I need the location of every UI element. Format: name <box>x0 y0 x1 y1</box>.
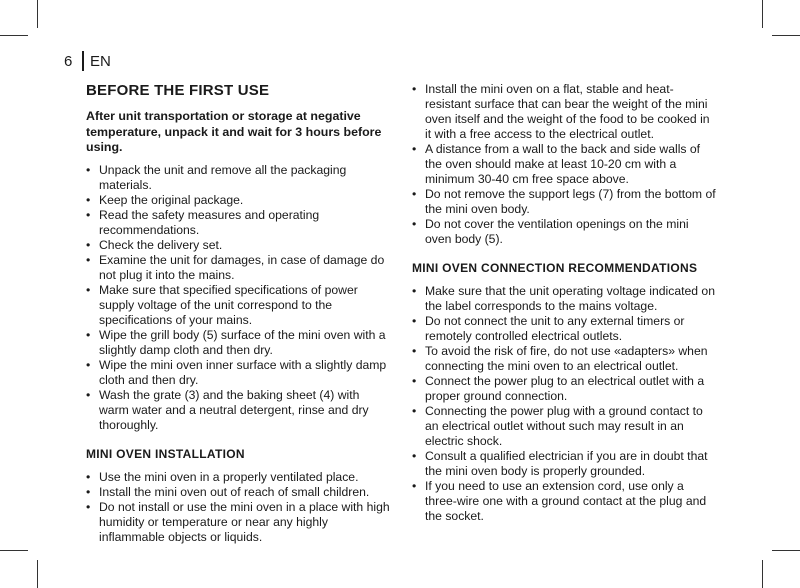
list-item: • Do not remove the support legs (7) from the bottom of the mini oven body. <box>412 187 716 217</box>
list-item: • Read the safety measures and operating recommendations. <box>86 208 390 238</box>
list-item: • Do not install or use the mini oven in a place with high humidity or temperature or near any highly inflammable objects or liquids. <box>86 500 390 545</box>
list-item: • Do not connect the unit to any external timers or remotely controlled electrical outlets. <box>412 314 716 344</box>
list-item: • Make sure that specified specifications of power supply voltage of the unit correspond to the specifications of your mains. <box>86 283 390 328</box>
list-item: • Consult a qualified electrician if you are in doubt that the mini oven body is properly grounded. <box>412 449 716 479</box>
crop-mark-left-bottom <box>0 550 28 551</box>
list-item: • Install the mini oven on a flat, stable and heat-resistant surface that can bear the weight of the mini oven itself and the weight of the food to be cooked in it with a free access to the electrical outlet. <box>412 82 716 142</box>
crop-mark-right-top <box>772 35 800 36</box>
crop-mark-bottom-right <box>762 560 763 588</box>
right-column <box>412 82 716 524</box>
list-item: • Unpack the unit and remove all the packaging materials. <box>86 163 390 193</box>
installation-list <box>86 470 390 545</box>
crop-mark-top-left <box>37 0 38 28</box>
connection-list <box>412 284 716 524</box>
list-item: • Wipe the grill body (5) surface of the mini oven with a slightly damp cloth and then dry. <box>86 328 390 358</box>
list-item: • Install the mini oven out of reach of small children. <box>86 485 390 500</box>
section-title-first-use: BEFORE THE FIRST USE <box>86 82 270 99</box>
section-title-installation: MINI OVEN INSTALLATION <box>86 446 245 461</box>
language-label: EN <box>90 52 111 70</box>
list-item: • Check the delivery set. <box>86 238 390 253</box>
list-item: • Examine the unit for damages, in case of damage do not plug it into the mains. <box>86 253 390 283</box>
section-title-connection: MINI OVEN CONNECTION RECOMMENDATIONS <box>412 261 698 275</box>
crop-mark-left-top <box>0 35 28 36</box>
page-number: 6 <box>64 52 73 70</box>
list-item: • Wipe the mini oven inner surface with a slightly damp cloth and then dry. <box>86 358 390 388</box>
crop-mark-right-bottom <box>772 550 800 551</box>
list-item: • Wash the grate (3) and the baking sheet (4) with warm water and a neutral detergent, rinse and dry thoroughly. <box>86 388 390 433</box>
list-item: • Connect the power plug to an electrical outlet with a proper ground connection. <box>412 374 716 404</box>
intro-warning: After unit transportation or storage at negative temperature, unpack it and wait for 3 hours before using. <box>86 109 382 154</box>
list-item: • To avoid the risk of fire, do not use «adapters» when connecting the mini oven to an electrical outlet. <box>412 344 716 374</box>
list-item: • Make sure that the unit operating voltage indicated on the label corresponds to the mains voltage. <box>412 284 716 314</box>
crop-mark-bottom-left <box>37 560 38 588</box>
crop-mark-top-right <box>762 0 763 28</box>
list-item: • Do not cover the ventilation openings on the mini oven body (5). <box>412 217 716 247</box>
list-item: • If you need to use an extension cord, use only a three-wire one with a ground contact at the plug and the socket. <box>412 479 716 524</box>
list-item: • Use the mini oven in a properly ventilated place. <box>86 470 390 485</box>
first-use-list <box>86 163 390 433</box>
left-column <box>86 82 390 545</box>
page-header <box>64 51 111 71</box>
installation-list-continued <box>412 82 716 247</box>
list-item: • Keep the original package. <box>86 193 390 208</box>
header-divider <box>82 51 84 71</box>
list-item: • Connecting the power plug with a ground contact to an electrical outlet without such may result in an electric shock. <box>412 404 716 449</box>
list-item: • A distance from a wall to the back and side walls of the oven should make at least 10-20 cm with a minimum 30-40 cm free space above. <box>412 142 716 187</box>
